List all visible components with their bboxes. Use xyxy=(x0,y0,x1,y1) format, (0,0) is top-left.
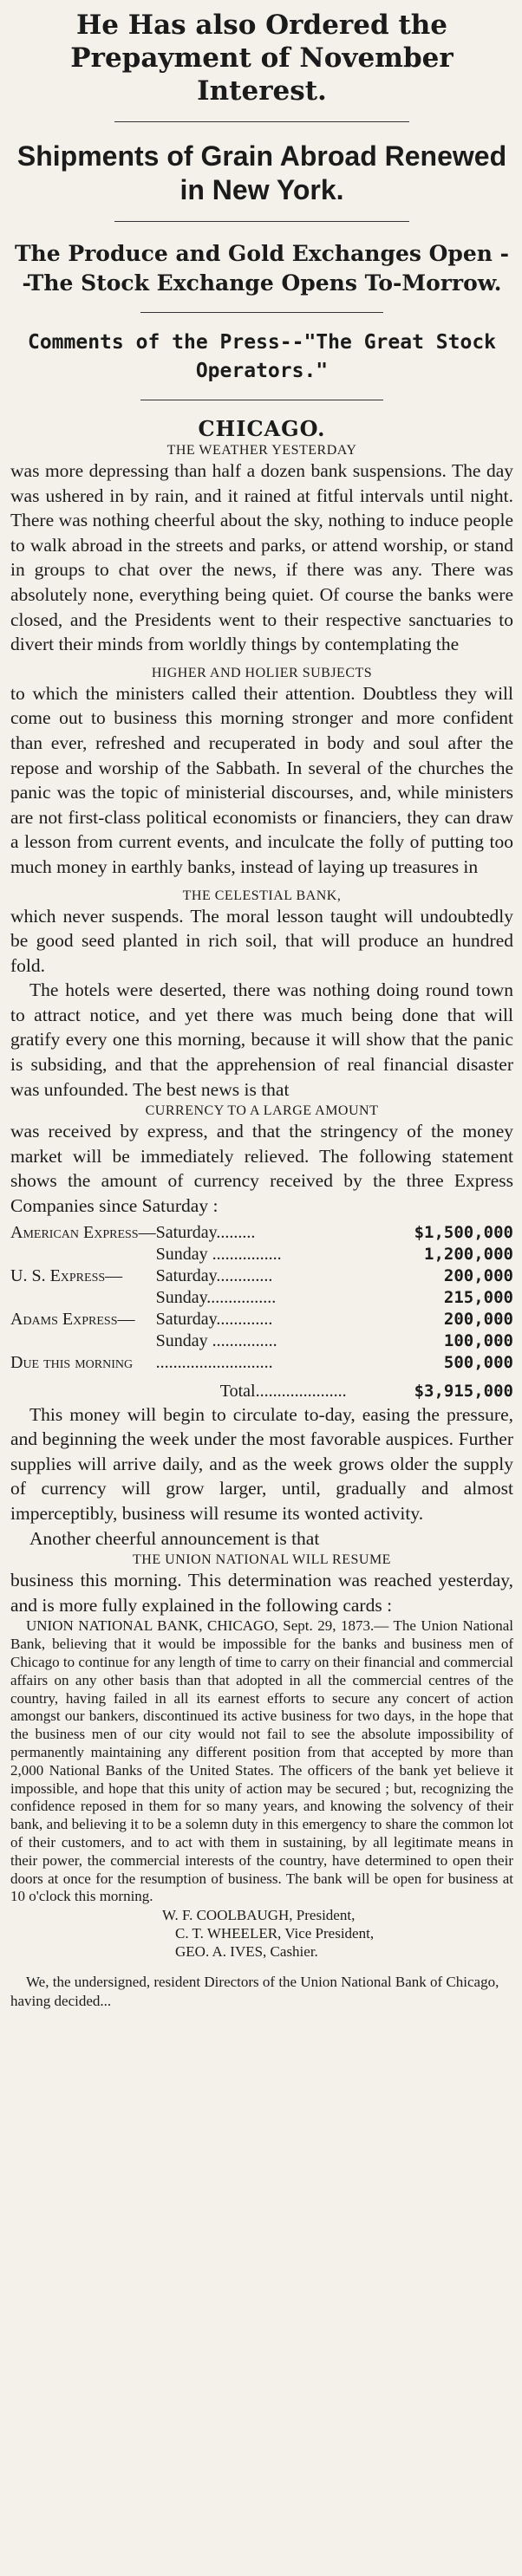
amount-cell: $1,500,000 xyxy=(414,1222,513,1242)
subhead-currency: CURRENCY TO A LARGE AMOUNT xyxy=(145,1103,379,1119)
company-cell: Due this morning xyxy=(10,1352,134,1372)
subhead-higher: HIGHER AND HOLIER SUBJECTS xyxy=(151,665,373,680)
amount-cell: 1,200,000 xyxy=(424,1244,513,1264)
day-cell: Saturday............. xyxy=(155,1309,273,1329)
paragraph-6: This money will begin to circulate to-day, easing the pressure, and beginning the week under the most favorable auspices. Further supplies will arrive daily, and as the week grows older the supply of currency will grow larger, until, gradually and almost imperceptibly, business will resume its wonted activity. xyxy=(10,1403,513,1524)
amount-cell: 215,000 xyxy=(443,1287,513,1307)
day-cell: ........................... xyxy=(155,1352,273,1372)
subhead-union: THE UNION NATIONAL WILL RESUME xyxy=(133,1552,391,1568)
table-row xyxy=(10,1287,513,1309)
paragraph-1: was more depressing than half a dozen bank suspensions. The day was ushered in by rain, and it rained at fitful intervals until night. There was nothing cheerful about the sky, nothing to induce people to walk abroad in the streets and parks, or attend worship, or stand in groups to chat over the news, if there was any. There was absolutely none, everything being quiet. Of course the banks were closed, and the Presidents went to their respective sanctuaries to divert their minds from worldly things by contemplating the xyxy=(10,460,513,655)
paragraph-5: was received by express, and that the stringency of the money market will be immediately relieved. The following statement shows the amount of currency received by the three Express Companies since Saturday : xyxy=(10,1121,513,1217)
paragraph-4: The hotels were deserted, there was nothing doing round town to attract notice, and yet there was much being done that will gratify every one this morning, because it will show that the panic is subsiding, and that the apprehension of real financial disaster was unfounded. The best news is that xyxy=(10,979,513,1100)
signature-block xyxy=(10,1906,513,1961)
table-row xyxy=(10,1330,513,1352)
headline-primary: He Has also Ordered the Prepayment of November Interest. xyxy=(70,10,453,107)
signature-vice-president: C. T. WHEELER, Vice President, xyxy=(175,1925,375,1942)
company-cell: Adams Express— xyxy=(10,1309,135,1329)
headline-divider xyxy=(114,221,409,222)
paragraph-3: which never suspends. The moral lesson taught will undoubtedly be good seed planted in rich soil, that will produce an hundred fold. xyxy=(10,905,513,976)
amount-cell: 200,000 xyxy=(443,1309,513,1329)
bank-card-notice: UNION NATIONAL BANK, CHICAGO, Sept. 29, 1873.— The Union National Bank, believing that it would be impossible for the banks and business men of Chicago to continue for any length of time to carry on their financial and commercial affairs on any other basis than that adopted in all the commercial centres of the country, having failed in all its earnest efforts to secure any concert of action amongst our bankers, discontinued its active business for two days, in the hope that the business men of our city would not fail to see the absolute impossibility of permanently maintaining any different position from that accepted by more than 2,000 National Banks of the United States. The officers of the bank yet believe it impossible, and hope that this unity of action may be secured ; but, recognizing the confidence reposed in them for so many years, and knowing the solvency of their bank, and believing it to be a solemn duty in this emergency to share the common lot of their customers, and to act with them in sustaining, by all legitimate means in their power, the commercial interests of the country, have determined to open their doors at once for the resumption of business. The bank will be open for business at 10 o'clock this morning. xyxy=(10,1617,513,1905)
amount-cell: 200,000 xyxy=(443,1265,513,1285)
company-cell xyxy=(10,1244,156,1265)
day-cell: Sunday ................ xyxy=(155,1244,282,1264)
currency-table xyxy=(10,1222,513,1402)
dateline-city: CHICAGO. xyxy=(198,416,326,441)
table-row xyxy=(10,1309,513,1330)
paragraph-8: business this morning. This determination was reached yesterday, and is more fully explained in the following cards : xyxy=(10,1570,513,1616)
signature-cashier: GEO. A. IVES, Cashier. xyxy=(175,1943,318,1961)
table-row xyxy=(10,1265,513,1287)
total-amount: $3,915,000 xyxy=(414,1381,513,1401)
total-label: Total..................... xyxy=(219,1381,347,1401)
day-cell: Sunday................ xyxy=(155,1287,277,1307)
amount-cell: 500,000 xyxy=(443,1352,513,1372)
company-cell xyxy=(10,1330,156,1352)
total-spacer xyxy=(10,1374,156,1402)
subhead-celestial: THE CELESTIAL BANK, xyxy=(182,888,342,903)
company-cell xyxy=(10,1287,156,1309)
table-row xyxy=(10,1244,513,1265)
day-cell: Sunday ............... xyxy=(155,1330,277,1350)
table-row xyxy=(10,1222,513,1244)
subhead-weather: THE WEATHER YESTERDAY xyxy=(166,443,357,458)
paragraph-directors: We, the undersigned, resident Directors of the Union National Bank of Chicago, having decided... xyxy=(10,1974,499,2010)
headline-secondary: Shipments of Grain Abroad Renewed in New York. xyxy=(16,140,507,205)
company-cell: American Express— xyxy=(10,1222,156,1242)
table-row-total xyxy=(10,1374,513,1402)
headline-quaternary: Comments of the Press--"The Great Stock Operators." xyxy=(27,331,497,382)
paragraph-2: to which the ministers called their attention. Doubtless they will come out to business this morning stronger and more confident than ever, refreshed and recuperated in body and soul after the repose and worship of the Sabbath. In several of the churches the panic was the topic of ministerial discourses, and, while ministers are not first-class political economists or financiers, they can draw a lesson from current events, and inculcate the folly of putting too much money in earthly banks, instead of laying up treasures in xyxy=(10,682,513,877)
day-cell: Saturday......... xyxy=(155,1222,256,1242)
amount-cell: 100,000 xyxy=(443,1330,513,1350)
signature-president: W. F. COOLBAUGH, President, xyxy=(162,1907,356,1924)
day-cell: Saturday............. xyxy=(155,1265,273,1285)
headline-divider xyxy=(140,312,383,313)
table-row xyxy=(10,1352,513,1374)
headline-tertiary: The Produce and Gold Exchanges Open --The Stock Exchange Opens To-Morrow. xyxy=(14,241,510,296)
company-cell: U. S. Express— xyxy=(10,1265,123,1285)
headline-divider xyxy=(114,121,409,122)
paragraph-7: Another cheerful announcement is that xyxy=(29,1527,320,1549)
